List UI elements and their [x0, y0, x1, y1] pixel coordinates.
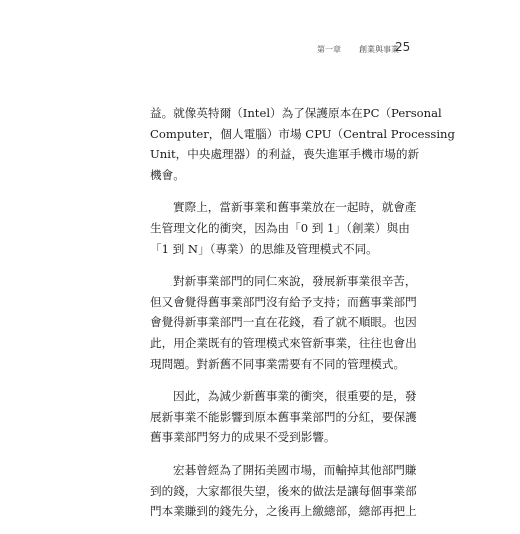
chapter-label: 第一章 — [317, 45, 341, 54]
text-line: 會覺得新事業部門一直在花錢，看了就不順眼。也因 — [150, 315, 417, 330]
text-line: 門本業賺到的錢先分，之後再上繳總部，總部再把上 — [150, 504, 417, 519]
paragraph-5 — [150, 460, 417, 522]
text-line: 到的錢，大家都很失望，後來的做法是讓每個事業部 — [150, 483, 417, 498]
text-line: 益。就像英特爾（Intel）為了保護原本在PC（Personal — [150, 106, 442, 120]
paragraph-3 — [150, 271, 417, 374]
text-line: 實際上，當新事業和舊事業放在一起時，就會產 — [173, 200, 417, 215]
text-line: 機會。 — [150, 167, 185, 182]
text-line: Unit，中央處理器）的利益，喪失進軍手機市場的新 — [150, 147, 420, 162]
running-header — [0, 40, 520, 60]
text-line: 舊事業部門努力的成果不受到影響。 — [150, 430, 336, 445]
paragraph-2 — [150, 197, 417, 259]
paragraph-1 — [150, 103, 455, 185]
text-line: 宏碁曾經為了開拓美國市場，而輸掉其他部門賺 — [173, 462, 417, 477]
text-line: 但又會覺得舊事業部門沒有給予支持；而舊事業部門 — [150, 294, 417, 309]
book-title: 創業與事業 — [359, 45, 399, 54]
text-line: 對新事業部門的同仁來說，發展新事業很辛苦， — [173, 274, 417, 289]
text-line: 生管理文化的衝突，因為由「0 到 1」（創業）與由 — [150, 220, 410, 235]
body-text — [150, 103, 455, 534]
paragraph-4 — [150, 386, 417, 448]
text-line: Computer，個人電腦）市場 CPU（Central Processing — [150, 126, 455, 141]
text-line: 因此，為減少新舊事業的衝突，很重要的是，發 — [173, 389, 417, 404]
page-number: 25 — [395, 40, 411, 54]
text-line: 此，用企業既有的管理模式來管新事業，往往也會出 — [150, 335, 417, 350]
text-line: 展新事業不能影響到原本舊事業部門的分紅，要保護 — [150, 409, 417, 424]
text-line: 現問題。對新舊不同事業需要有不同的管理模式。 — [150, 356, 406, 371]
text-line: 「1 到 N」（專業）的思維及管理模式不同。 — [150, 241, 378, 256]
